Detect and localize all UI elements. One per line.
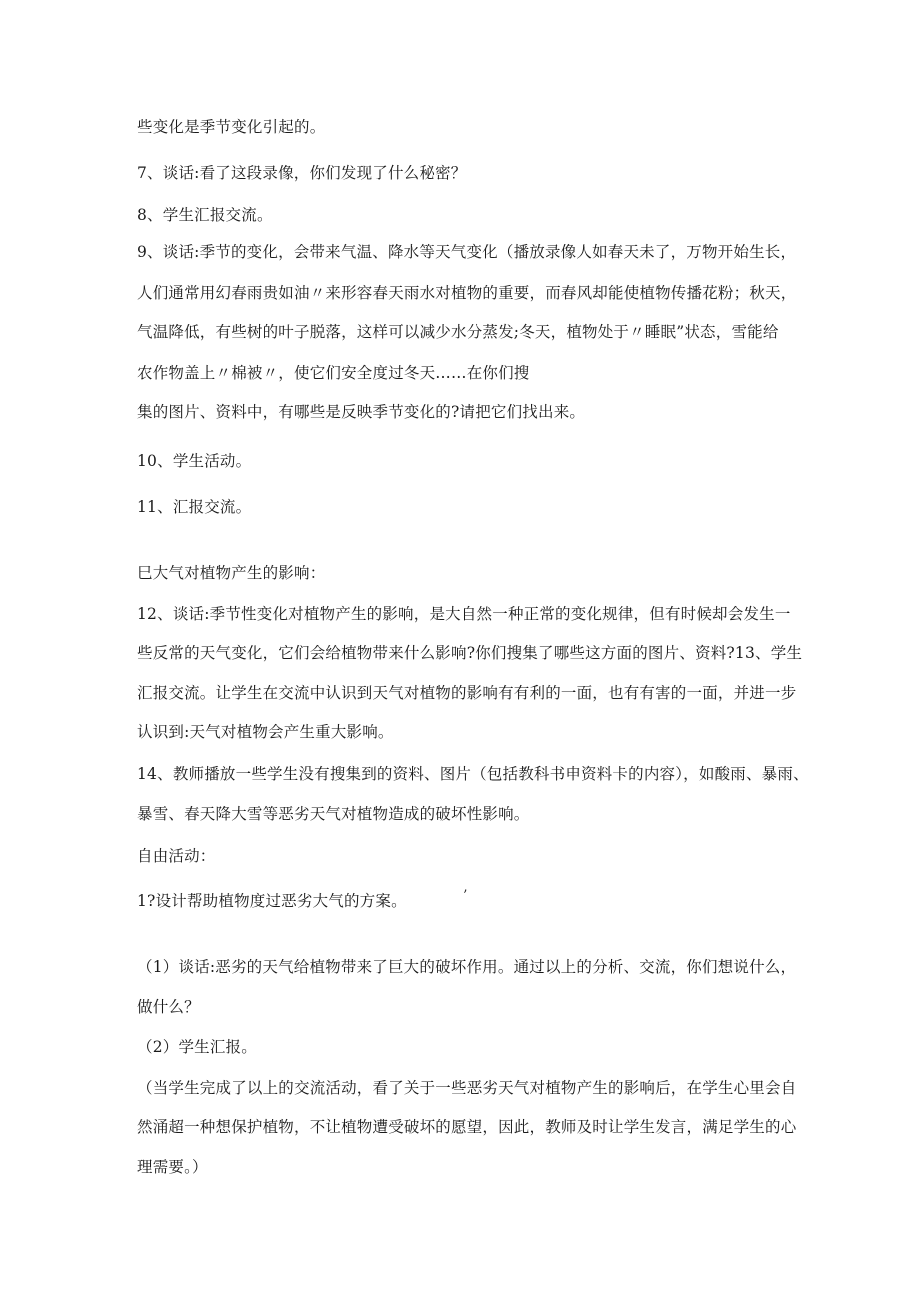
text-line: 人们通常用幻春雨贵如油〃来形容春天雨水对植物的重要，而春风却能使植物传播花粉；秋天，: [137, 284, 797, 302]
section-heading: 巳大气对植物产生的影响：: [137, 564, 326, 582]
text-line: 些变化是季节变化引起的。: [137, 118, 326, 136]
text-line: 11、汇报交流。: [137, 498, 252, 516]
text-line: 些反常的天气变化，它们会给植物带来什么影响?你们搜集了哪些这方面的图片、资料?13、学生: [137, 644, 803, 662]
text-line: 汇报交流。让学生在交流中认识到天气对植物的影响有有利的一面，也有有害的一面，并进一步: [137, 684, 797, 702]
section-heading: 自由活动：: [137, 847, 216, 865]
text-line: 气温降低，有些树的叶子脱落，这样可以减少水分蒸发;冬天，植物处于〃睡眠”状态，雪能给: [137, 323, 779, 341]
text-line: （当学生完成了以上的交流活动，看了关于一些恶劣天气对植物产生的影响后，在学生心里会自: [137, 1079, 797, 1097]
text-line: 9、谈话:季节的变化，会带来气温、降水等天气变化（播放录像人如春天未了，万物开始生长，: [137, 243, 797, 261]
text-line: 7、谈话:看了这段录像，你们发现了什么秘密？: [137, 164, 467, 182]
text-line: 认识到:天气对植物会产生重大影响。: [137, 723, 394, 741]
text-line: 集的图片、资料中，有哪些是反映季节变化的?请把它们找出来。: [137, 403, 586, 421]
text-line: 暴雪、春天降大雪等恶劣天气对植物造成的破坏性影响。: [137, 805, 530, 823]
text-line: 然涌超一种想保护植物，不让植物遭受破坏的愿望，因此，教师及时让学生发言，满足学生的心: [137, 1118, 797, 1136]
text-line: 10、学生活动。: [137, 452, 252, 470]
text-line: 理需要。）: [137, 1158, 208, 1176]
text-line: 8、学生汇报交流。: [137, 206, 273, 224]
text-line: 1?设计帮助植物度过恶劣大气的方案。: [137, 892, 407, 910]
text-line: （2）学生汇报。: [137, 1038, 257, 1056]
text-line: 做什么？: [137, 998, 200, 1016]
stray-mark: ’: [463, 888, 468, 904]
text-line: 14、教师播放一些学生没有搜集到的资料、图片（包括教科书申资料卡的内容），如酸雨、暴雨、: [137, 765, 809, 783]
text-line: （1）谈话:恶劣的天气给植物带来了巨大的破坏作用。通过以上的分析、交流，你们想说什么，: [137, 958, 797, 976]
text-line: 农作物盖上〃棉被〃，使它们安全度过冬天……在你们搜: [137, 364, 530, 382]
text-line: 12、谈话:季节性变化对植物产生的影响，是大自然一种正常的变化规律，但有时候却会发生一: [137, 605, 791, 623]
